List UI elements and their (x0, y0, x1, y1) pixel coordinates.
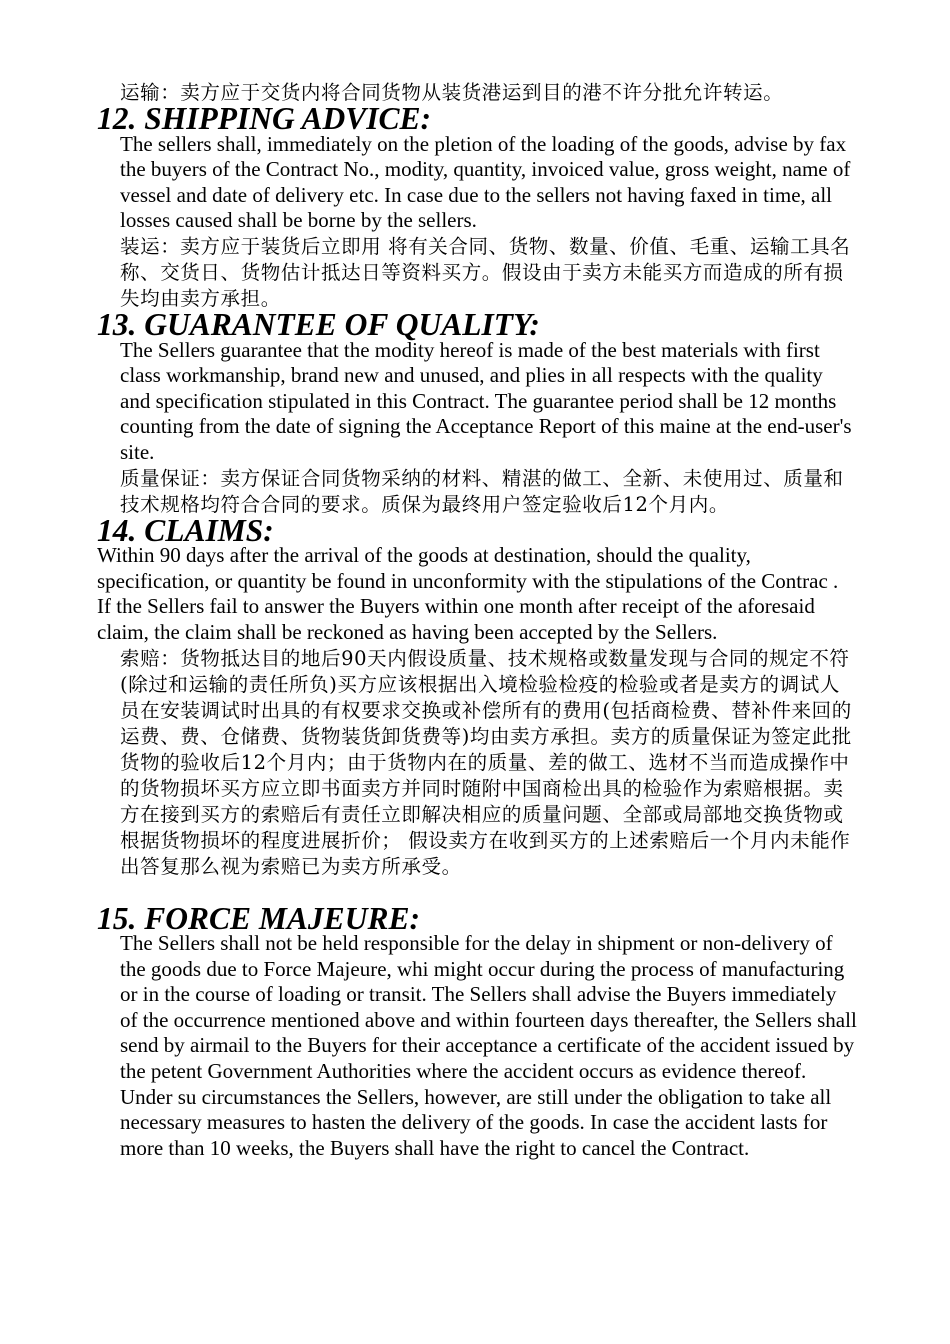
section-claims (97, 512, 857, 880)
section-body-zh: 装运：卖方应于装货后立即用 将有关合同、货物、数量、价值、毛重、运输工具名称、交货日、货物估计抵达日等资料买方。假设由于卖方未能买方而造成的所有损失均由卖方承担。 (120, 234, 851, 310)
section-body-zh: 索赔：货物抵达目的地后90天内假设质量、技术规格或数量发现与合同的规定不符(除过和运输的责任所负)买方应该根据出入境检验检疫的检验或者是卖方的调试人员在安装调试时出具的有权要求交换或补偿所有的费用(包括商检费、替补件来回的运费、费、仓储费、货物装货卸货费等)均由卖方承担。卖方的质量保证为签定此批货物的验收后12个月内；由于货物内在的质量、差的做工、选材不当而造成操作中的货物损坏买方应立即书面卖方并同时随附中国商检出具的检验作为索赔根据。卖方在接到买方的索赔后有责任立即解决相应的质量问题、全部或局部地交换货物或根据货物损坏的程度进展折价； 假设卖方在收到买方的上述索赔后一个月内未能作出答复那么视为索赔已为卖方所承受。 (120, 646, 852, 878)
section-body-en: The sellers shall, immediately on the pletion of the loading of the goods, advise by fax the buyers of the Contract No., modity, quantity, invoiced value, gross weight, name of vessel and date of delivery etc. In case due to the sellers not having faxed in time, all losses caused shall be borne by the sellers. (120, 131, 851, 233)
section-heading: 15. FORCE MAJEURE: (97, 900, 420, 936)
section-heading: 14. CLAIMS: (97, 512, 274, 548)
section-shipping-advice (97, 101, 857, 312)
document-page (97, 80, 857, 1161)
section-body-zh: 质量保证：卖方保证合同货物采纳的材料、精湛的做工、全新、未使用过、质量和技术规格均符合合同的要求。质保为最终用户签定验收后12个月内。 (120, 466, 844, 516)
section-guarantee-of-quality (97, 306, 857, 518)
section-body-en: Within 90 days after the arrival of the goods at destination, should the quality, specification, or quantity be found in unconformity with the stipulations of the Contrac . If the Sellers fail to answer the Buyers within one month after receipt of the aforesaid claim, the claim shall be reckoned as having been accepted by the Sellers. (97, 543, 839, 644)
section-heading: 13. GUARANTEE OF QUALITY: (97, 306, 540, 342)
section-force-majeure (97, 900, 857, 1162)
transport-clause-zh: 运输：卖方应于交货内将合同货物从装货港运到目的港不许分批允许转运。 (120, 81, 784, 104)
section-heading: 12. SHIPPING ADVICE: (97, 101, 432, 136)
section-body-en: The Sellers shall not be held responsible for the delay in shipment or non-delivery of the goods due to Force Majeure, whi might occur during the process of manufacturing or in the course of loading or transit. The Sellers shall advise the Buyers immediately of the occurrence mentioned above and within fourteen days thereafter, the Sellers shall send by airmail to the Buyers for their acceptance a certificate of the accident issued by the petent Government Authorities where the accident occurs as evidence thereof. Under su circumstances the Sellers, however, are still under the obligation to take all necessary measures to hasten the delivery of the goods. In case the accident lasts for more than 10 weeks, the Buyers shall have the right to cancel the Contract. (120, 931, 857, 1160)
section-body-en: The Sellers guarantee that the modity hereof is made of the best materials with first class workmanship, brand new and unused, and plies in all respects with the quality and specification stipulated in this Contract. The guarantee period shall be 12 months counting from the date of signing the Acceptance Report of this maine at the end-user's site. (120, 337, 852, 464)
